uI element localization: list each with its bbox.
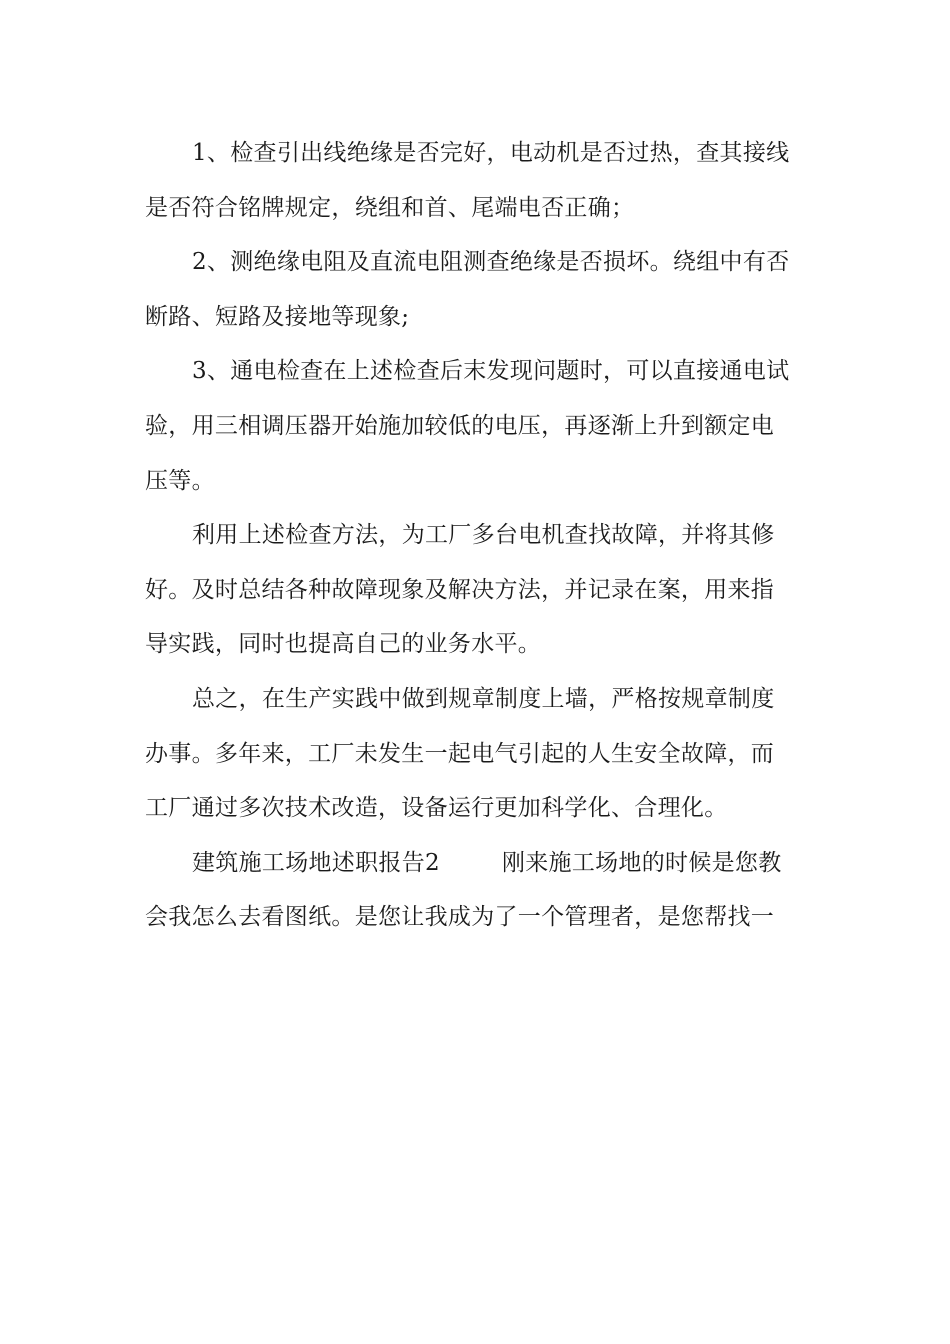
paragraph-line: 导实践，同时也提高自己的业务水平。 xyxy=(145,631,542,658)
paragraph-line: 会我怎么去看图纸。是您让我成为了一个管理者，是您帮找一 xyxy=(145,904,775,931)
paragraph-line: 办事。多年来，工厂未发生一起电气引起的人生安全故障，而 xyxy=(145,740,775,767)
paragraph-3 xyxy=(145,344,815,508)
paragraph-line: 刚来施工场地的时候是您教 xyxy=(501,849,782,876)
paragraph-line: 断路、短路及接地等现象; xyxy=(145,303,410,330)
paragraph-5 xyxy=(145,672,815,836)
paragraph-line: 工厂通过多次技术改造，设备运行更加科学化、合理化。 xyxy=(145,795,728,822)
report-heading-line xyxy=(145,836,815,891)
document-body xyxy=(145,126,815,945)
paragraph-line: 利用上述检查方法，为工厂多台电机查找故障，并将其修 xyxy=(192,522,775,549)
paragraph-6 xyxy=(145,836,815,945)
paragraph-line: 验，用三相调压器开始施加较低的电压，再逐渐上升到额定电 xyxy=(145,412,775,439)
paragraph-line: 3、通电检查在上述检查后末发现问题时，可以直接通电试 xyxy=(192,358,790,385)
paragraph-1 xyxy=(145,126,815,235)
paragraph-line: 压等。 xyxy=(145,467,215,494)
paragraph-line: 总之，在生产实践中做到规章制度上墙，严格按规章制度 xyxy=(192,685,775,712)
paragraph-line: 2、测绝缘电阻及直流电阻测查绝缘是否损坏。绕组中有否 xyxy=(192,249,790,276)
paragraph-4 xyxy=(145,508,815,672)
report-heading: 建筑施工场地述职报告2 xyxy=(192,849,440,876)
paragraph-2 xyxy=(145,235,815,344)
paragraph-line: 是否符合铭牌规定，绕组和首、尾端电否正确； xyxy=(145,194,635,221)
paragraph-line: 1、检查引出线绝缘是否完好，电动机是否过热，查其接线 xyxy=(192,140,790,166)
paragraph-line: 好。及时总结各种故障现象及解决方法，并记录在案，用来指 xyxy=(145,576,775,603)
